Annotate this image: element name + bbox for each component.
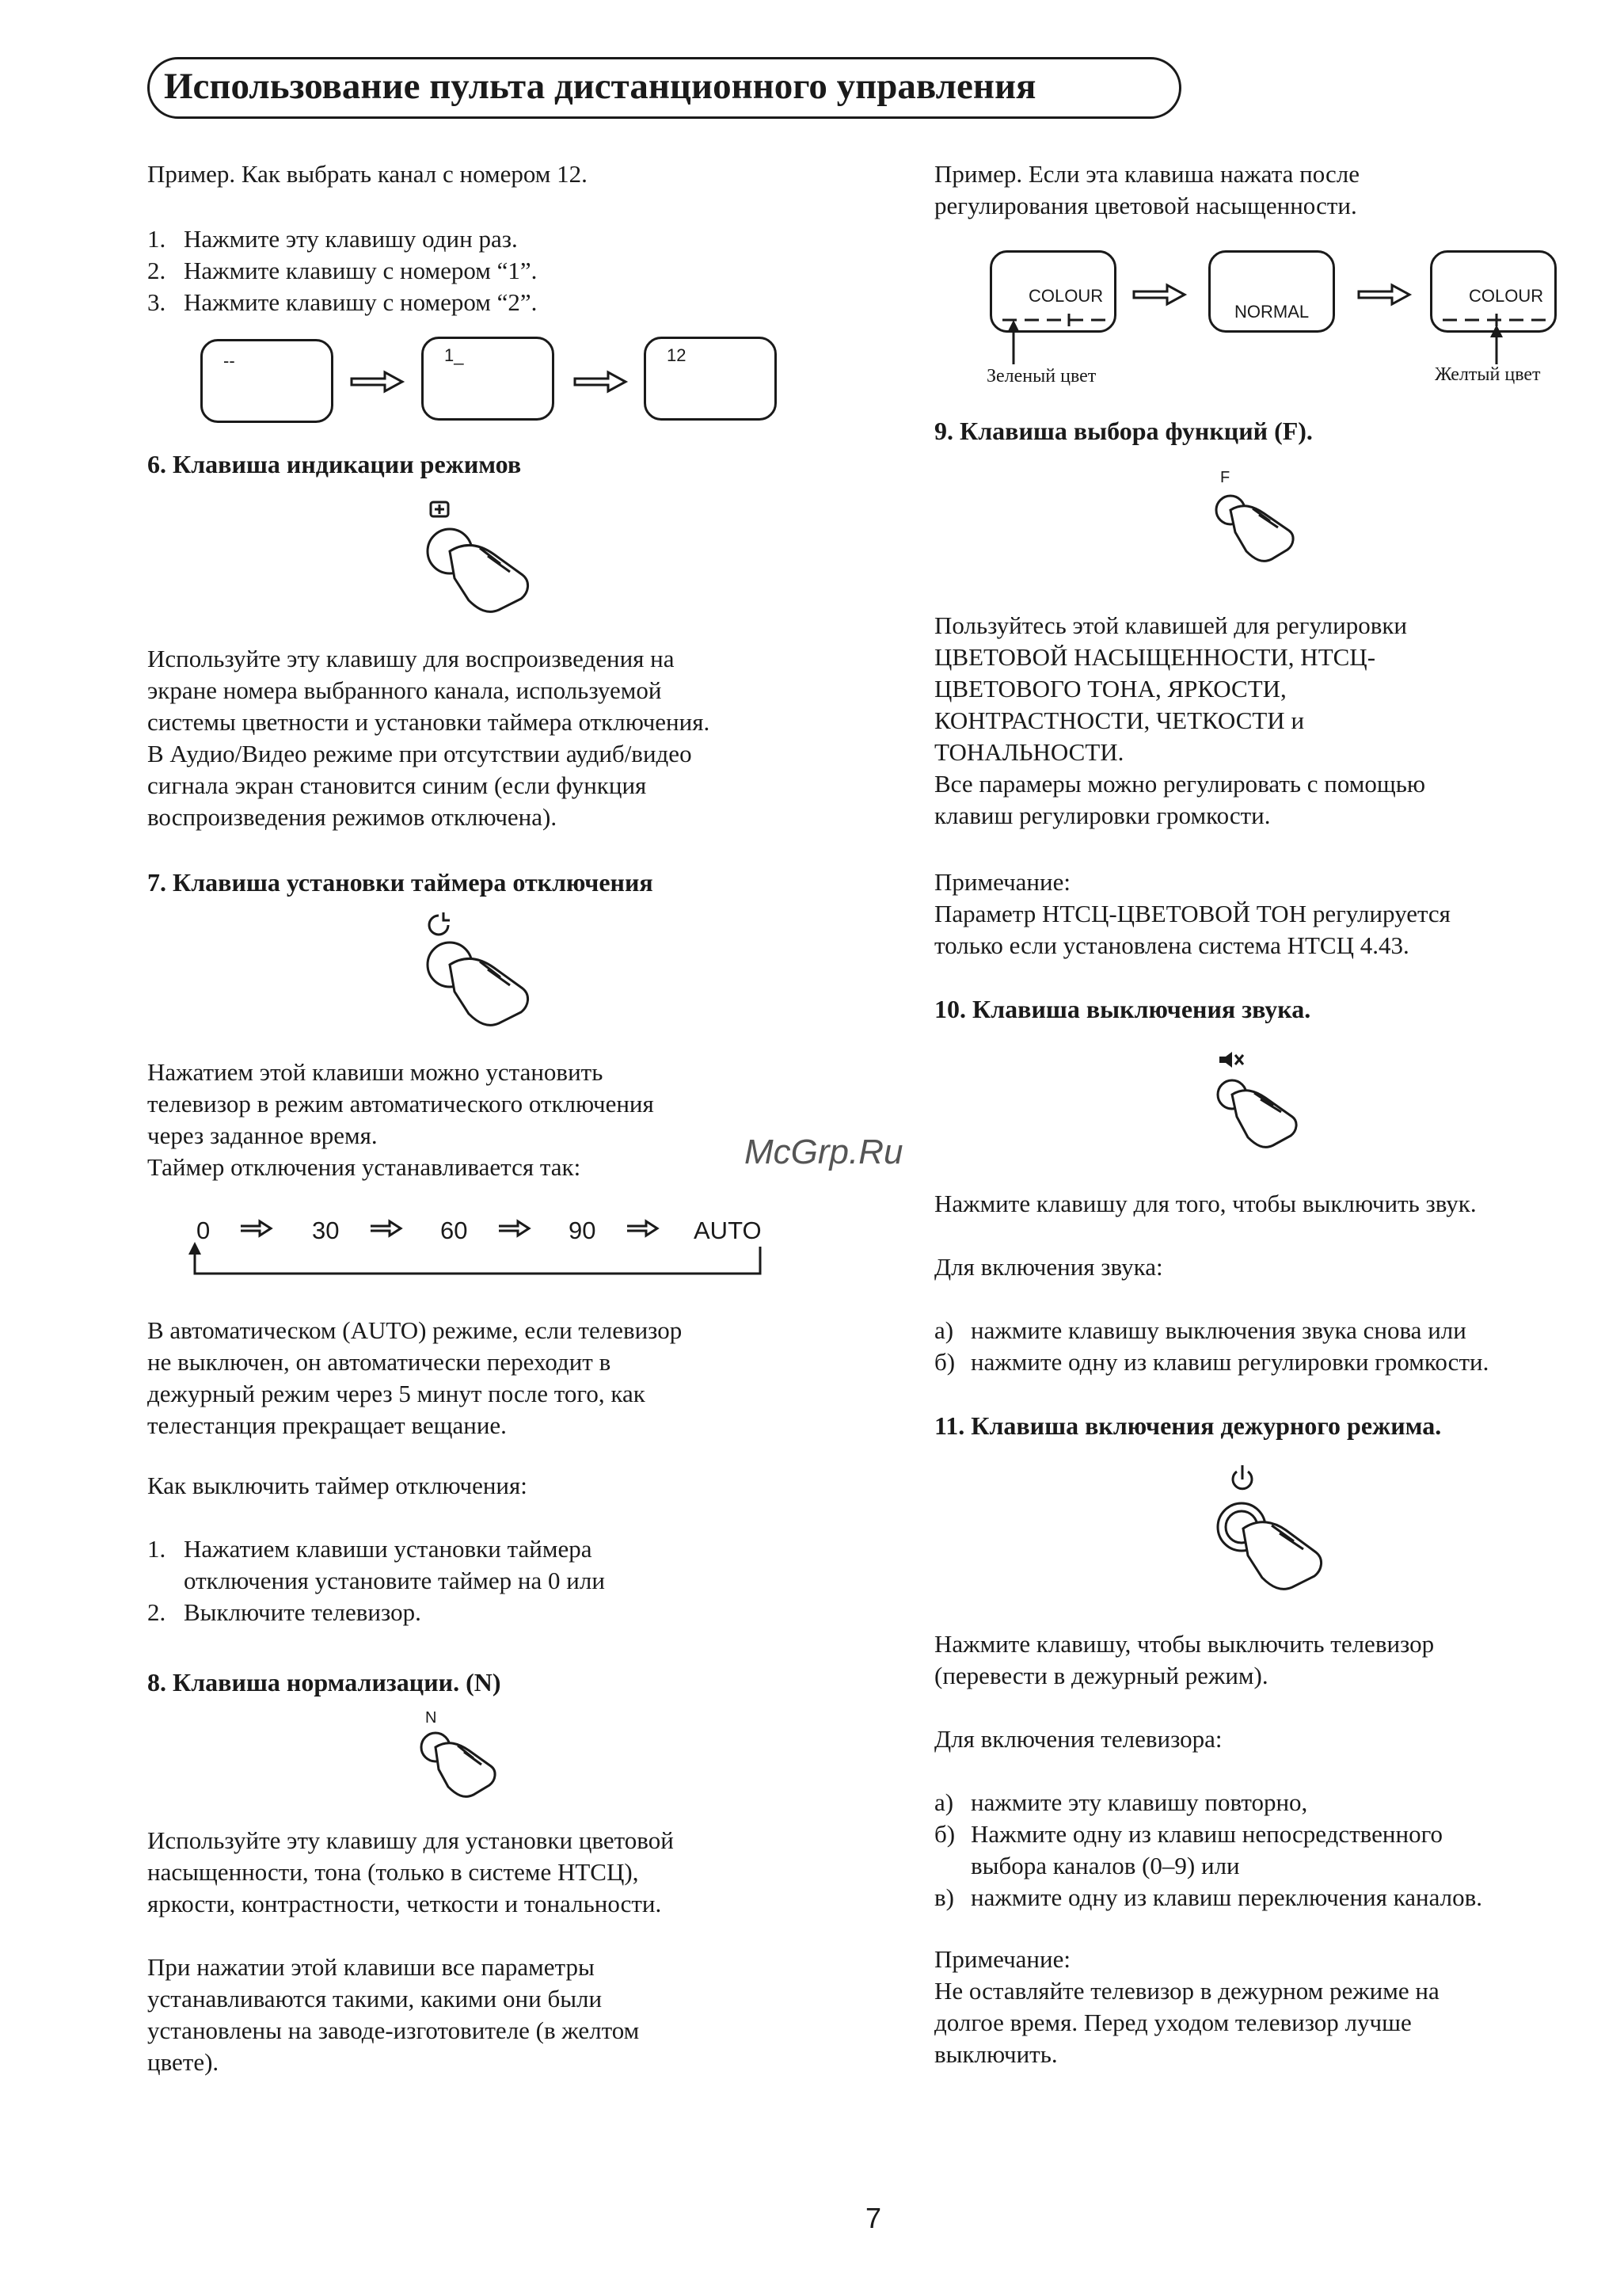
display-key-icon bbox=[412, 499, 554, 618]
section-6-heading: 6. Клавиша индикации режимов bbox=[147, 450, 522, 478]
colour-bar-indicators bbox=[990, 250, 1560, 377]
arrow-right-icon bbox=[572, 367, 629, 396]
timer-value: 0 bbox=[196, 1217, 211, 1244]
section-7-auto: В автоматическом (AUTO) режиме, если телевизор не выключен, он автоматически переходит в дежурный режим через 5 минут после того, как телестанция прекращает вещание. bbox=[147, 1316, 683, 1439]
list-item: б) нажмите одну из клавиш регулировки громкости. bbox=[934, 1348, 1489, 1376]
section-7-body: Нажатием этой клавиши можно установить телевизор в режим автоматического отключения через заданное время. Таймер отключения устанавливается так: bbox=[147, 1058, 654, 1181]
tv-on-title: Для включения телевизора: bbox=[934, 1725, 1223, 1753]
section-10-heading: 10. Клавиша выключения звука. bbox=[934, 995, 1311, 1023]
channel-steps bbox=[147, 223, 537, 318]
section-6-body: Используйте эту клавишу для воспроизведения на экране номера выбранного канала, используемой системы цветности и установки таймера отключения. В Аудио/Видео режиме при отсутствии аудиб/видео сигнала экран становится синим (если функция воспроизведения режимов отключена). bbox=[147, 645, 710, 831]
page-number: 7 bbox=[865, 2202, 882, 2234]
section-9-body: Пользуйтесь этой клавишей для регулировки ЦВЕТОВОЙ НАСЫЩЕННОСТИ, НТСЦ- ЦВЕТОВОГО ТОНА, ЯРКОСТИ, КОНТРАСТНОСТИ, ЧЕТКОСТИ и ТОНАЛЬНОСТИ. Все парамеры можно регулировать с помощью клавиш регулировки громкости. bbox=[934, 611, 1426, 829]
list-item: в) нажмите одну из клавиш переключения каналов. bbox=[934, 1883, 1482, 1911]
section-9-heading: 9. Клавиша выбора функций (F). bbox=[934, 417, 1313, 445]
timer-value: AUTO bbox=[694, 1217, 762, 1244]
arrow-right-icon bbox=[1356, 280, 1413, 309]
section-11-heading: 11. Клавиша включения дежурного режима. bbox=[934, 1411, 1442, 1440]
example-channel: Пример. Как выбрать канал с номером 12. bbox=[147, 160, 588, 188]
timer-value: 30 bbox=[312, 1217, 340, 1244]
sound-on-steps bbox=[934, 1315, 1489, 1378]
list-item: 1. Нажмите эту клавишу один раз. bbox=[147, 225, 518, 253]
page-title: Использование пульта дистанционного управления bbox=[164, 66, 1036, 107]
section-8-heading: 8. Клавиша нормализации. (N) bbox=[147, 1668, 501, 1696]
section-9-note: Примечание: Параметр НТСЦ-ЦВЕТОВОЙ ТОН регулируется только если установлена система НТСЦ 4.43. bbox=[934, 868, 1451, 959]
function-key-icon bbox=[1207, 488, 1325, 583]
timer-value: 90 bbox=[569, 1217, 596, 1244]
screen-channel-1: -- bbox=[200, 339, 333, 423]
green-colour-label: Зеленый цвет bbox=[987, 366, 1097, 387]
mute-key-icon bbox=[1207, 1050, 1333, 1161]
standby-key-icon bbox=[1204, 1465, 1346, 1600]
section-10-body: Нажмите клавишу для того, чтобы выключить звук. bbox=[934, 1190, 1477, 1217]
list-item: 2. Выключите телевизор. bbox=[147, 1598, 421, 1626]
normal-key-icon bbox=[412, 1727, 531, 1814]
screen-channel-2: 1_ bbox=[421, 337, 554, 421]
sound-on-title: Для включения звука: bbox=[934, 1253, 1163, 1281]
timer-off-title: Как выключить таймер отключения: bbox=[147, 1472, 527, 1499]
list-item: а) нажмите эту клавишу повторно, bbox=[934, 1788, 1308, 1816]
function-key-label: F bbox=[1220, 469, 1230, 486]
list-item: б) Нажмите одну из клавиш непосредственного bbox=[934, 1820, 1443, 1848]
screen-colour-before: COLOUR bbox=[990, 250, 1116, 333]
timer-off-steps bbox=[147, 1533, 605, 1628]
screen-channel-3: 12 bbox=[644, 337, 777, 421]
list-item: 2. Нажмите клавишу с номером “1”. bbox=[147, 257, 538, 284]
section-7-heading: 7. Клавиша установки таймера отключения bbox=[147, 868, 653, 897]
list-item: 1. Нажатием клавиши установки таймера bbox=[147, 1535, 592, 1563]
section-11-body: Нажмите клавишу, чтобы выключить телевизор (перевести в дежурный режим). bbox=[934, 1630, 1435, 1689]
arrow-right-icon bbox=[348, 367, 405, 396]
list-item-continued: отключения установите таймер на 0 или bbox=[184, 1567, 605, 1594]
yellow-colour-label: Желтый цвет bbox=[1435, 364, 1541, 385]
tv-on-steps bbox=[934, 1787, 1482, 1914]
watermark: McGrp.Ru bbox=[744, 1133, 903, 1171]
screen-colour-after: COLOUR bbox=[1430, 250, 1557, 333]
list-item: 3. Нажмите клавишу с номером “2”. bbox=[147, 288, 538, 316]
example-colour: Пример. Если эта клавиша нажата после регулирования цветовой насыщенности. bbox=[934, 160, 1360, 219]
list-item: а) нажмите клавишу выключения звука снова или bbox=[934, 1316, 1466, 1344]
section-8-body-1: Используйте эту клавишу для установки цветовой насыщенности, тона (только в системе НТСЦ), яркости, контрастности, четкости и тональности. bbox=[147, 1826, 674, 1917]
list-item-continued: выбора каналов (0–9) или bbox=[971, 1852, 1240, 1879]
normal-key-label: N bbox=[425, 1709, 437, 1727]
timer-cycle-diagram bbox=[187, 1212, 773, 1283]
screen-normal: NORMAL bbox=[1208, 250, 1335, 333]
section-8-body-2: При нажатии этой клавиши все параметры устанавливаются такими, какими они были установлены на заводе-изготовителе (в желтом цвете). bbox=[147, 1953, 640, 2076]
arrow-right-icon bbox=[1131, 280, 1188, 309]
section-11-note: Примечание: Не оставляйте телевизор в дежурном режиме на долгое время. Перед уходом телевизор лучше выключить. bbox=[934, 1945, 1440, 2068]
timer-value: 60 bbox=[440, 1217, 468, 1244]
sleep-timer-key-icon bbox=[412, 909, 554, 1028]
